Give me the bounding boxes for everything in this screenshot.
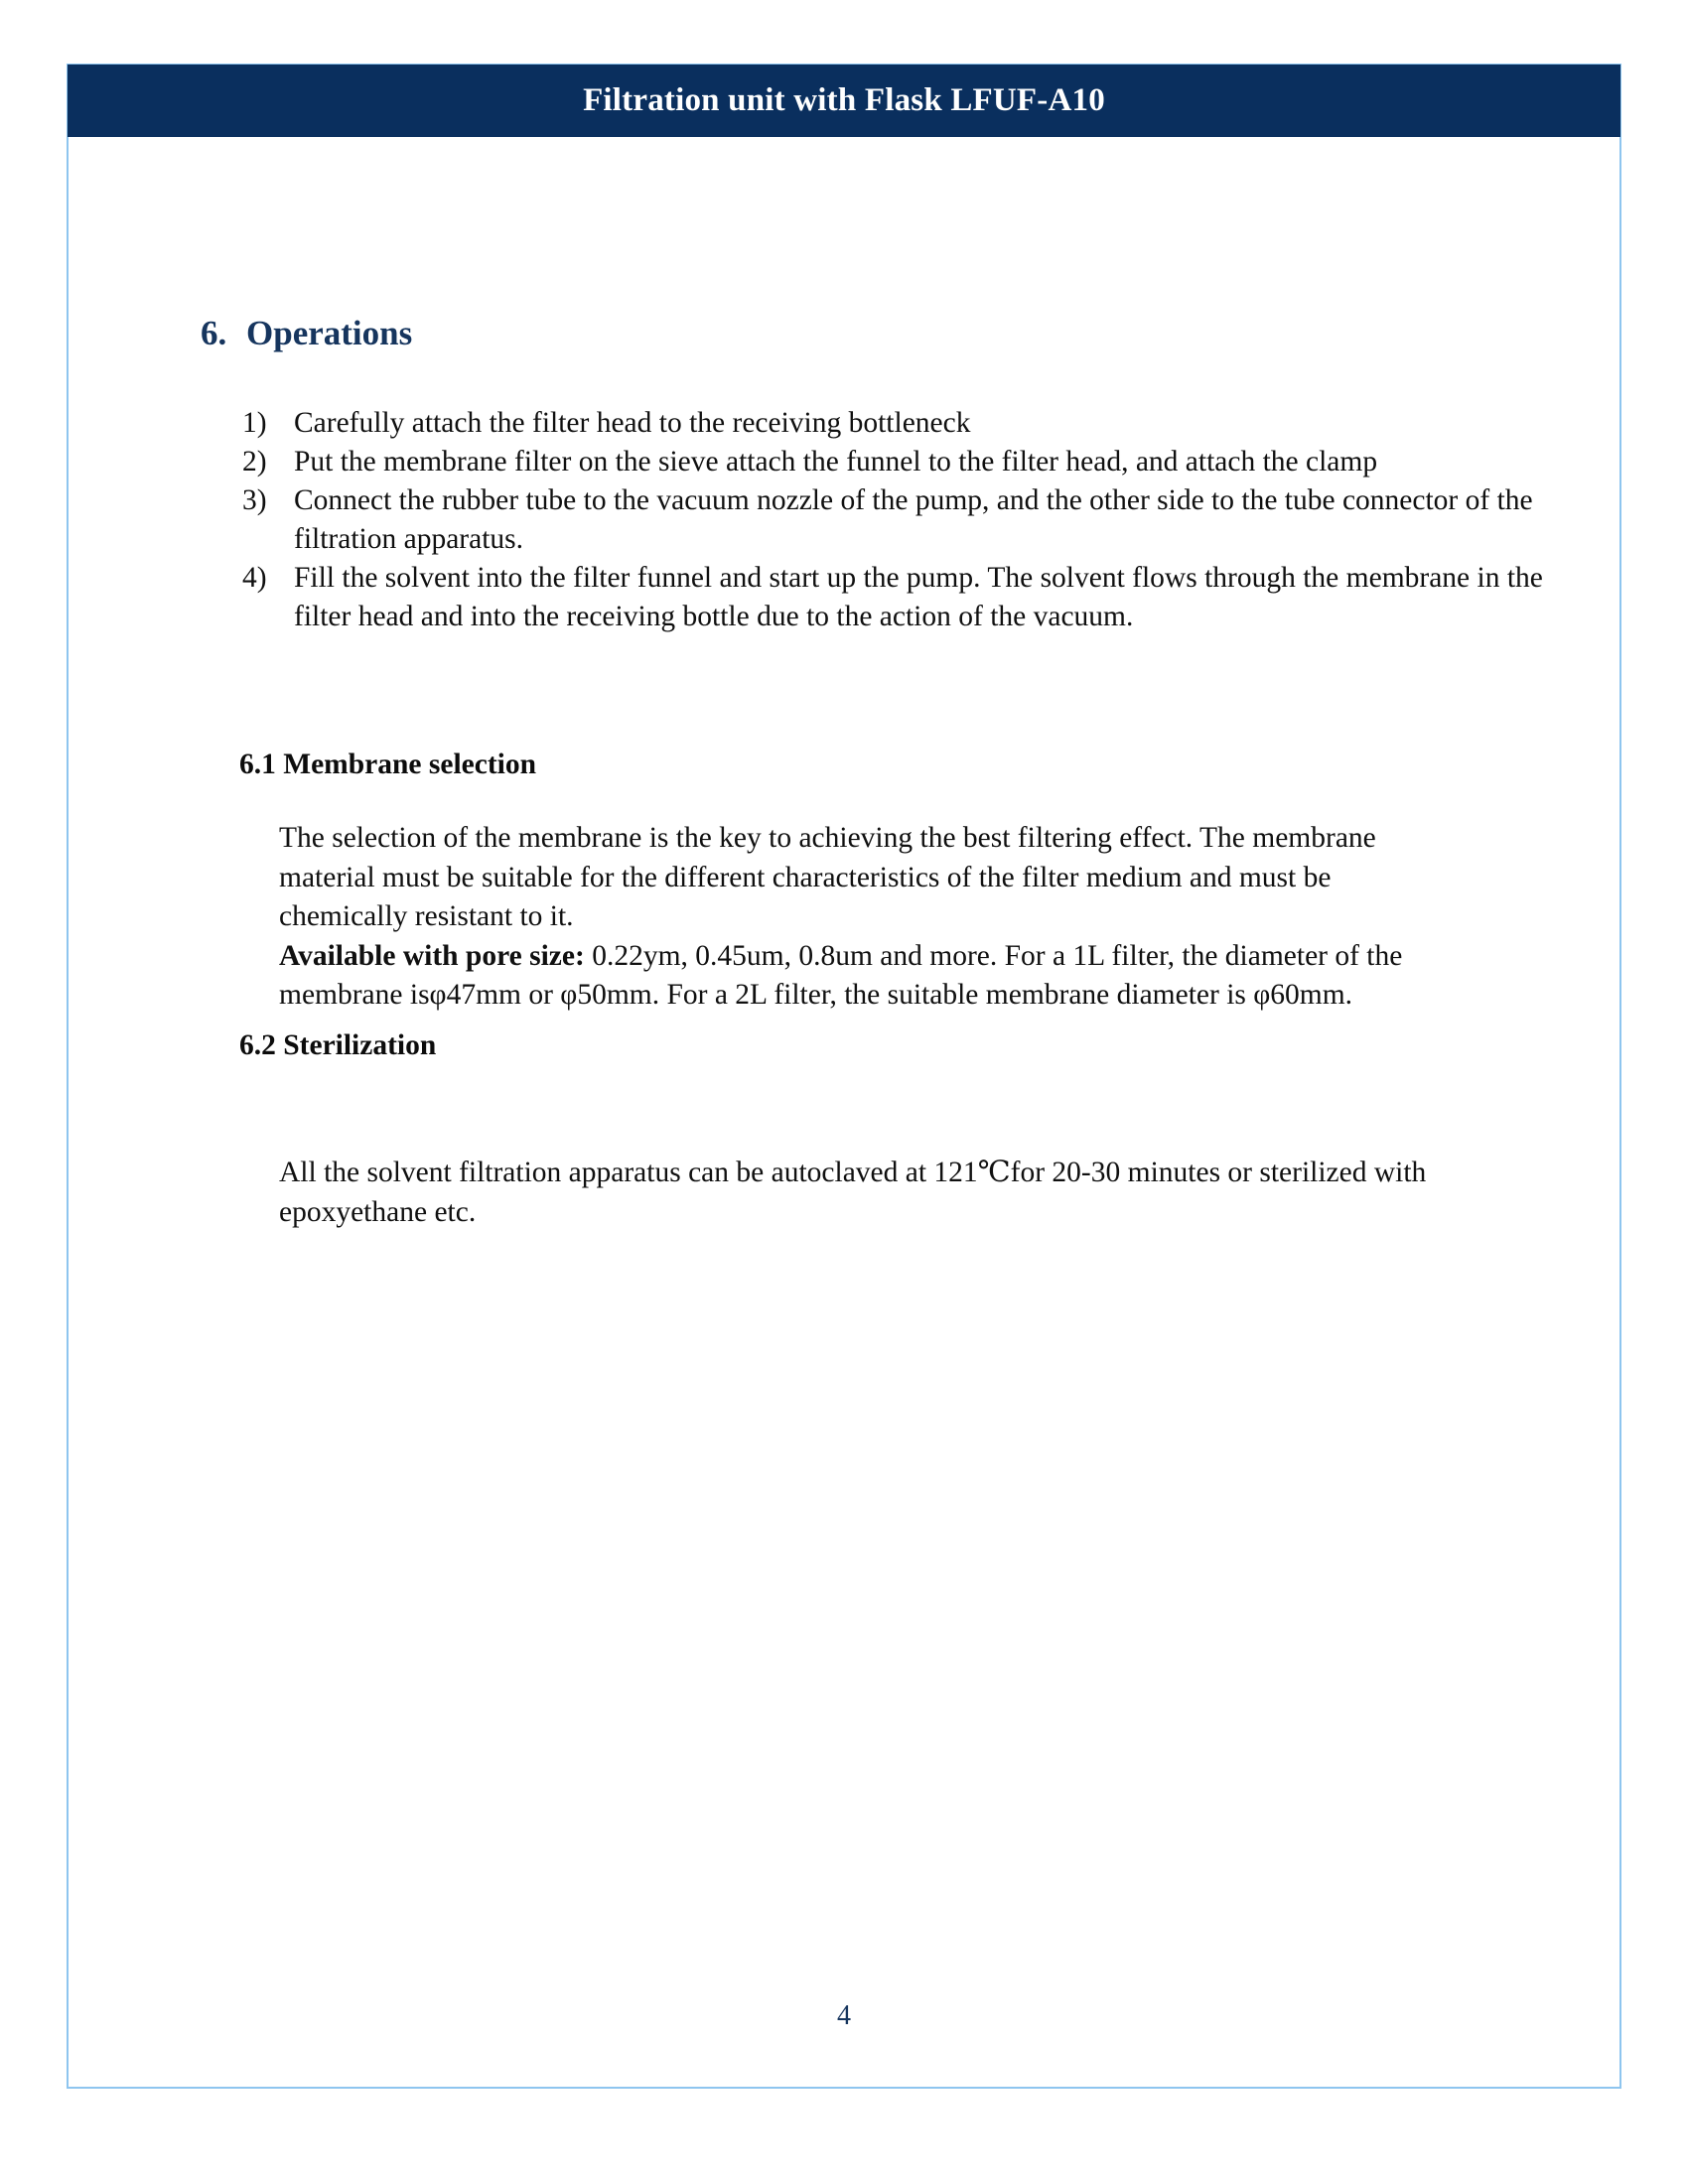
pore-size-label: Available with pore size: [279,939,585,972]
pore-size-text: 0.22ym, 0.45um, 0.8um and more. For a 1L filter, the diameter of the membrane isφ47mm or φ50mm. For a 2L filter, the suitable membrane diameter is φ60mm. [279,939,1403,1011]
subsection-heading-sterilization: 6.2 Sterilization [239,1029,437,1061]
list-item-text: Fill the solvent into the filter funnel and start up the pump. The solvent flows through the membrane in the filter head and into the receiving bottle due to the action of the vacuum. [294,562,1543,632]
list-item [242,559,1553,636]
list-item-marker: 1) [242,407,267,439]
section-number: 6. [201,314,227,352]
list-item-text: Put the membrane filter on the sieve attach the funnel to the filter head, and attach the clamp [294,446,1378,478]
list-item-text: Connect the rubber tube to the vacuum nozzle of the pump, and the other side to the tube connector of the filtration apparatus. [294,484,1533,555]
page-number: 4 [837,2000,851,2031]
list-item [242,443,1553,481]
list-item [242,404,1553,443]
page-header-title: Filtration unit with Flask LFUF-A10 [583,82,1105,118]
list-item-marker: 4) [242,562,267,594]
section-heading-operations [201,314,412,353]
subsection-body-membrane-selection [279,819,1451,1016]
subsection-body-sterilization [279,1154,1451,1232]
list-item-marker: 2) [242,446,267,478]
membrane-selection-paragraph: The selection of the membrane is the key to achieving the best filtering effect. The membrane material must be suitable for the different characteristics of the filter medium and must be chemically resistant to it. [279,822,1376,932]
subsection-heading-membrane-selection: 6.1 Membrane selection [239,749,537,780]
sterilization-paragraph: All the solvent filtration apparatus can be autoclaved at 121℃for 20-30 minutes or sterilized with epoxyethane etc. [279,1157,1427,1228]
page-header-banner [68,65,1620,137]
list-item-marker: 3) [242,484,267,516]
list-item-text: Carefully attach the filter head to the receiving bottleneck [294,407,971,439]
section-title: Operations [246,314,413,352]
operations-step-list [242,404,1553,636]
page-content [69,138,1619,2088]
list-item [242,481,1553,559]
